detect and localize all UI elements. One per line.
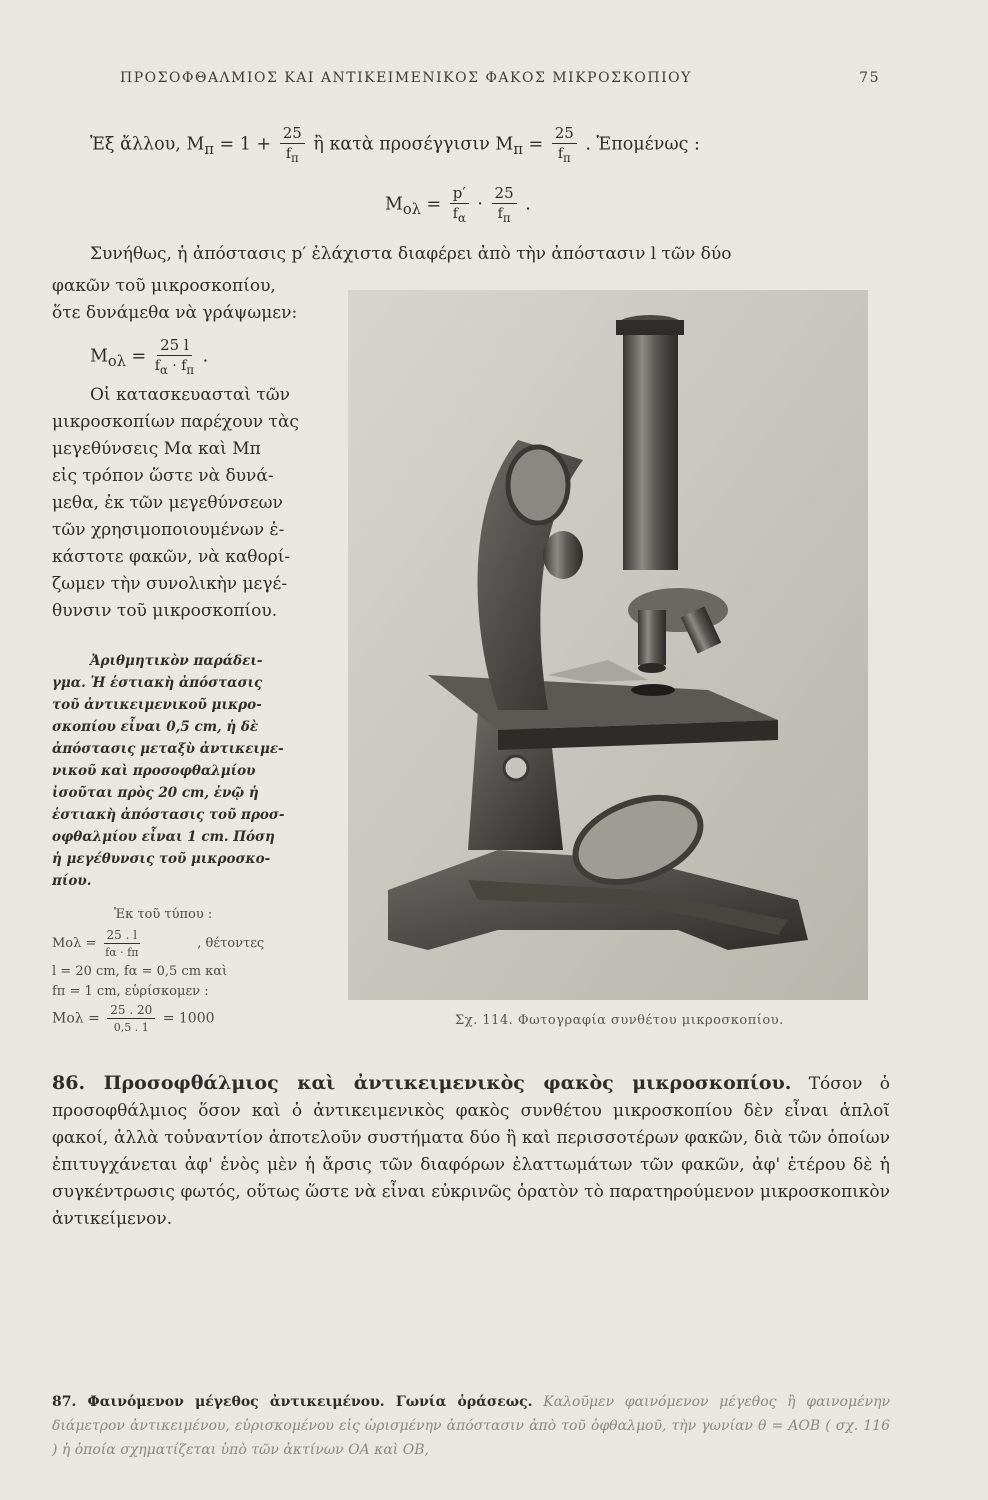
section-87 xyxy=(52,1390,890,1462)
mol-sub: ολ xyxy=(402,201,421,219)
solution xyxy=(52,905,342,1033)
solution-line-1: Ἐκ τοῦ τύπου : xyxy=(114,907,213,922)
example-line: πίου. xyxy=(52,873,92,889)
den-fa-sub: α xyxy=(457,210,466,225)
page-number: 75 xyxy=(859,70,880,86)
den3-sub2: π xyxy=(186,362,195,377)
solution-line-4: fπ = 1 cm, εὑρίσκομεν : xyxy=(52,984,209,999)
fraction-25-fp-2 xyxy=(552,126,577,164)
mol-symbol: M xyxy=(385,194,403,215)
den-fa-f: f xyxy=(452,206,458,222)
fraction-p-fa xyxy=(450,186,469,224)
res-lhs: Mολ = xyxy=(52,1010,100,1027)
example-line: ἰσοῦται πρὸς 20 cm, ἐνῷ ἡ xyxy=(52,785,259,801)
section-86-text: Τόσον ὁ προσοφθάλμιος ὅσον καὶ ὁ ἀντικειμενικὸς φακὸς συνθέτου μικροσκοπίου δὲν εἶναι ἁπλοῖ φακοί, ἀλλὰ τοὐναντίον ἀποτελοῦν συστήματα δύο ἢ καὶ περισσοτέρων φακῶν, διὰ τῶν ὁποίων ἐπιτυγχάνεται ἀφ' ἑνὸς μὲν ἡ ἄρσις τῶν διαφόρων ἐλαττωμάτων τῶν φακῶν, ἀφ' ἑτέρου δὲ ἡ συγκέντρωσις φωτός, οὕτως ὥστε νὰ εἶναι εὐκρινῶς ὁρατὸν τὸ παρατηρούμενον μικροσκοπικὸν ἀντικείμενον. xyxy=(52,1074,891,1229)
m-sub-2: π xyxy=(513,141,523,159)
para2-line: κάστοτε φακῶν, νὰ καθορί- xyxy=(52,547,291,567)
para2-line: Οἱ κατασκευασταὶ τῶν xyxy=(90,385,291,405)
solution-line-3: l = 20 cm, fα = 0,5 cm καὶ xyxy=(52,964,228,979)
result-formula xyxy=(52,1004,342,1033)
running-title: ΠΡΟΣΟΦΘΑΛΜΙΟΣ ΚΑΙ ΑΝΤΙΚΕΙΜΕΝΙΚΟΣ ΦΑΚΟΣ ΜΙΚΡΟΣΚΟΠΙΟΥ xyxy=(120,70,692,86)
text-ex-allou: Ἐξ ἄλλου, xyxy=(90,134,181,155)
m-symbol: M xyxy=(186,134,205,155)
formula-line-1 xyxy=(90,126,700,164)
para2 xyxy=(52,382,342,625)
fraction-25-fp xyxy=(280,126,305,164)
example-line: ἀπόστασις μεταξὺ ἀντικειμε- xyxy=(52,741,284,757)
text-approx: ἢ κατὰ προσέγγισιν xyxy=(313,134,490,155)
formula-mol-2 xyxy=(90,338,208,376)
example-line: γμα. Ἡ ἑστιακὴ ἀπόστασις xyxy=(52,675,263,691)
example-line: σκοπίου εἶναι 0,5 cm, ἡ δὲ xyxy=(52,719,259,735)
eq: = xyxy=(426,194,442,215)
example-line: τοῦ ἀντικειμενικοῦ μικρο- xyxy=(52,697,262,713)
frac-den-f: f xyxy=(285,146,292,162)
para2-line: μεθα, ἐκ τῶν μεγεθύνσεων xyxy=(52,493,283,513)
res-den: 0,5 . 1 xyxy=(113,1021,149,1034)
example-line: Ἀριθμητικὸν παράδει- xyxy=(90,653,263,669)
sol-den: fα · fπ xyxy=(105,946,139,959)
para2-line: θυνσιν τοῦ μικροσκοπίου. xyxy=(52,601,278,621)
section-87-heading: 87. Φαινόμενον μέγεθος ἀντικειμένου. Γωνία ὁράσεως. xyxy=(52,1394,533,1410)
formula-mol-1 xyxy=(385,186,531,224)
den3-dot: · f xyxy=(167,358,187,374)
fraction-25l xyxy=(155,338,194,376)
para1-line: Συνήθως, ἡ ἀπόστασις p′ ἐλάχιστα διαφέρει ἀπὸ τὴν ἀπόστασιν l τῶν δύο xyxy=(90,244,732,264)
example-line: νικοῦ καὶ προσοφθαλμίου xyxy=(52,763,256,779)
period3: . xyxy=(202,346,209,367)
sol-tail: , θέτοντες xyxy=(197,936,265,951)
sol-num: 25 . l xyxy=(104,929,141,944)
microscope-photo xyxy=(348,290,868,1000)
den3-f: f xyxy=(154,358,160,374)
sol-lhs: Mολ = xyxy=(52,936,97,951)
para1-cont-2: ὅτε δυνάμεθα νὰ γράψωμεν: xyxy=(52,303,298,323)
frac-den-sub: π xyxy=(291,150,299,165)
frac-den xyxy=(286,144,299,164)
den-fa xyxy=(453,204,466,224)
microscope-icon xyxy=(348,290,868,1000)
section-87-text: Καλοῦμεν φαινόμενον μέγεθος ἢ φαινομένην διάμετρον ἀντικειμένου, εὑρισκομένου εἰς ὡρισμένην ἀπόστασιν ἀπὸ τοῦ ὀφθαλμοῦ, τὴν γωνίαν θ = AOB ( σχ. 116 ) ἡ ὁποία σχηματίζεται ὑπὸ τῶν ἀκτίνων OA καὶ OB, xyxy=(52,1394,891,1458)
example-line: ἑστιακὴ ἀπόστασις τοῦ προσ- xyxy=(52,807,285,823)
eq3: = xyxy=(131,346,147,367)
frac-den-f-2: f xyxy=(557,146,564,162)
den3-sub1: α xyxy=(159,362,168,377)
para2-line: ζωμεν τὴν συνολικὴν μεγέ- xyxy=(52,574,288,594)
text-eq-one-plus: = 1 + xyxy=(219,134,272,155)
den-fp-sub: π xyxy=(502,210,511,225)
para2-line: μικροσκοπίων παρέχουν τὰς xyxy=(52,412,299,432)
mol3-symbol: M xyxy=(90,346,108,367)
section-86 xyxy=(52,1070,890,1233)
den-fafp xyxy=(155,356,194,376)
equals-sign: = xyxy=(528,134,544,155)
section-86-heading: 86. Προσοφθάλμιος καὶ ἀντικειμενικὸς φακὸς μικροσκοπίου. xyxy=(52,1072,792,1094)
m-sub: π xyxy=(204,141,214,159)
num-p: p′ xyxy=(450,186,469,204)
figure-caption: Σχ. 114. Φωτογραφία συνθέτου μικροσκοπίου. xyxy=(455,1013,784,1028)
para2-line: τῶν χρησιμοποιουμένων ἑ- xyxy=(52,520,285,540)
frac-den-2 xyxy=(558,144,571,164)
fraction-25-fp-3 xyxy=(492,186,517,224)
sol-frac xyxy=(104,929,141,958)
num-25l: 25 l xyxy=(157,338,192,356)
res-frac xyxy=(107,1004,155,1033)
frac-num: 25 xyxy=(280,126,305,144)
example xyxy=(52,650,342,892)
para2-line: μεγεθύνσεις Mα καὶ Mπ xyxy=(52,439,261,459)
para2-line: εἰς τρόπον ὥστε νὰ δυνά- xyxy=(52,466,274,486)
dot: · xyxy=(477,194,483,215)
running-header xyxy=(120,70,880,86)
res-num: 25 . 20 xyxy=(107,1004,155,1019)
text-epomenos: . Ἑπομένως : xyxy=(585,134,700,155)
solution-formula xyxy=(52,929,342,958)
frac-den-sub-2: π xyxy=(563,150,571,165)
den-fp xyxy=(498,204,511,224)
example-line: ἡ μεγέθυνσις τοῦ μικροσκο- xyxy=(52,851,271,867)
res-tail: = 1000 xyxy=(162,1010,215,1027)
para1-cont-1: φακῶν τοῦ μικροσκοπίου, xyxy=(52,276,276,296)
den-fp-f: f xyxy=(497,206,503,222)
frac-num-2: 25 xyxy=(552,126,577,144)
num-25: 25 xyxy=(492,186,517,204)
example-line: οφθαλμίου εἶναι 1 cm. Πόση xyxy=(52,829,275,845)
period: . xyxy=(525,194,531,215)
m-symbol-2: M xyxy=(495,134,514,155)
mol3-sub: ολ xyxy=(107,353,126,371)
